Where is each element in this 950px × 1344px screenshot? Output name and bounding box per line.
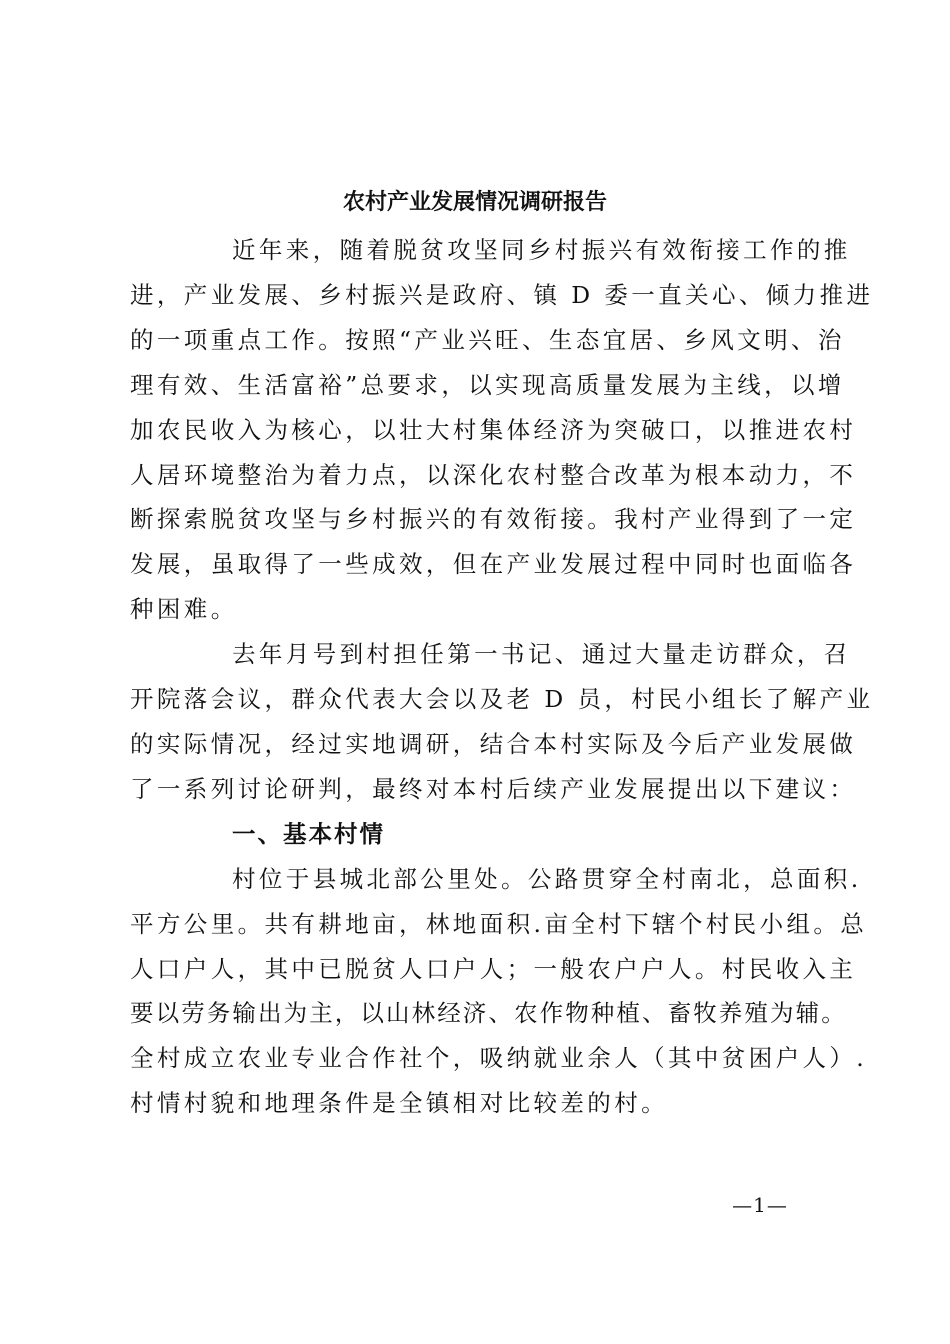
text-line: 了一系列讨论研判，最终对本村后续产业发展提出以下建议：: [130, 774, 857, 803]
document-title: 农村产业发展情况调研报告: [342, 190, 607, 215]
text-line: 的一项重点工作。按照“产业兴旺、生态宜居、乡风文明、治: [130, 325, 845, 354]
text-line: 人口户人，其中已脱贫人口户人；一般农户户人。村民收入主: [130, 954, 857, 983]
text-line: 平方公里。共有耕地亩，林地面积.亩全村下辖个村民小组。总: [130, 909, 868, 938]
text-line: 加农民收入为核心，以壮大村集体经济为突破口，以推进农村: [130, 415, 857, 444]
text-line: 断探索脱贫攻坚与乡村振兴的有效衔接。我村产业得到了一定: [130, 505, 857, 534]
text-line: 人居环境整治为着力点，以深化农村整合改革为根本动力，不: [130, 460, 857, 489]
paragraph-intro: [130, 228, 874, 632]
section-heading: 一、基本村情: [232, 819, 385, 848]
text-line: 去年月号到村担任第一书记、通过大量走访群众，召: [232, 640, 851, 669]
text-line: 村情村貌和地理条件是全镇相对比较差的村。: [130, 1089, 668, 1118]
text-line: 种困难。: [130, 595, 238, 624]
text-line: 发展，虽取得了一些成效，但在产业发展过程中同时也面临各: [130, 550, 857, 579]
paragraph-village-info: [130, 857, 868, 1126]
text-line: 近年来，随着脱贫攻坚同乡村振兴有效衔接工作的推: [232, 236, 851, 264]
text-line: 村位于县城北部公里处。公路贯穿全村南北，总面积.: [232, 864, 862, 893]
text-line: 的实际情况，经过实地调研，结合本村实际及今后产业发展做: [130, 729, 857, 758]
text-line: 进，产业发展、乡村振兴是政府、镇 D 委一直关心、倾力推进: [130, 280, 874, 309]
text-line: 全村成立农业专业合作社个，吸纳就业余人（其中贫困户人）.: [130, 1044, 868, 1073]
text-line: 要以劳务输出为主，以山林经济、农作物种植、畜牧养殖为辅。: [130, 999, 847, 1028]
text-line: 理有效、生活富裕”总要求，以实现高质量发展为主线，以增: [130, 370, 845, 399]
paragraph-research: [130, 632, 874, 812]
page-number: —1—: [732, 1193, 788, 1217]
document-body: [130, 228, 874, 1126]
text-line: 开院落会议，群众代表大会以及老 D 员，村民小组长了解产业: [130, 685, 874, 714]
